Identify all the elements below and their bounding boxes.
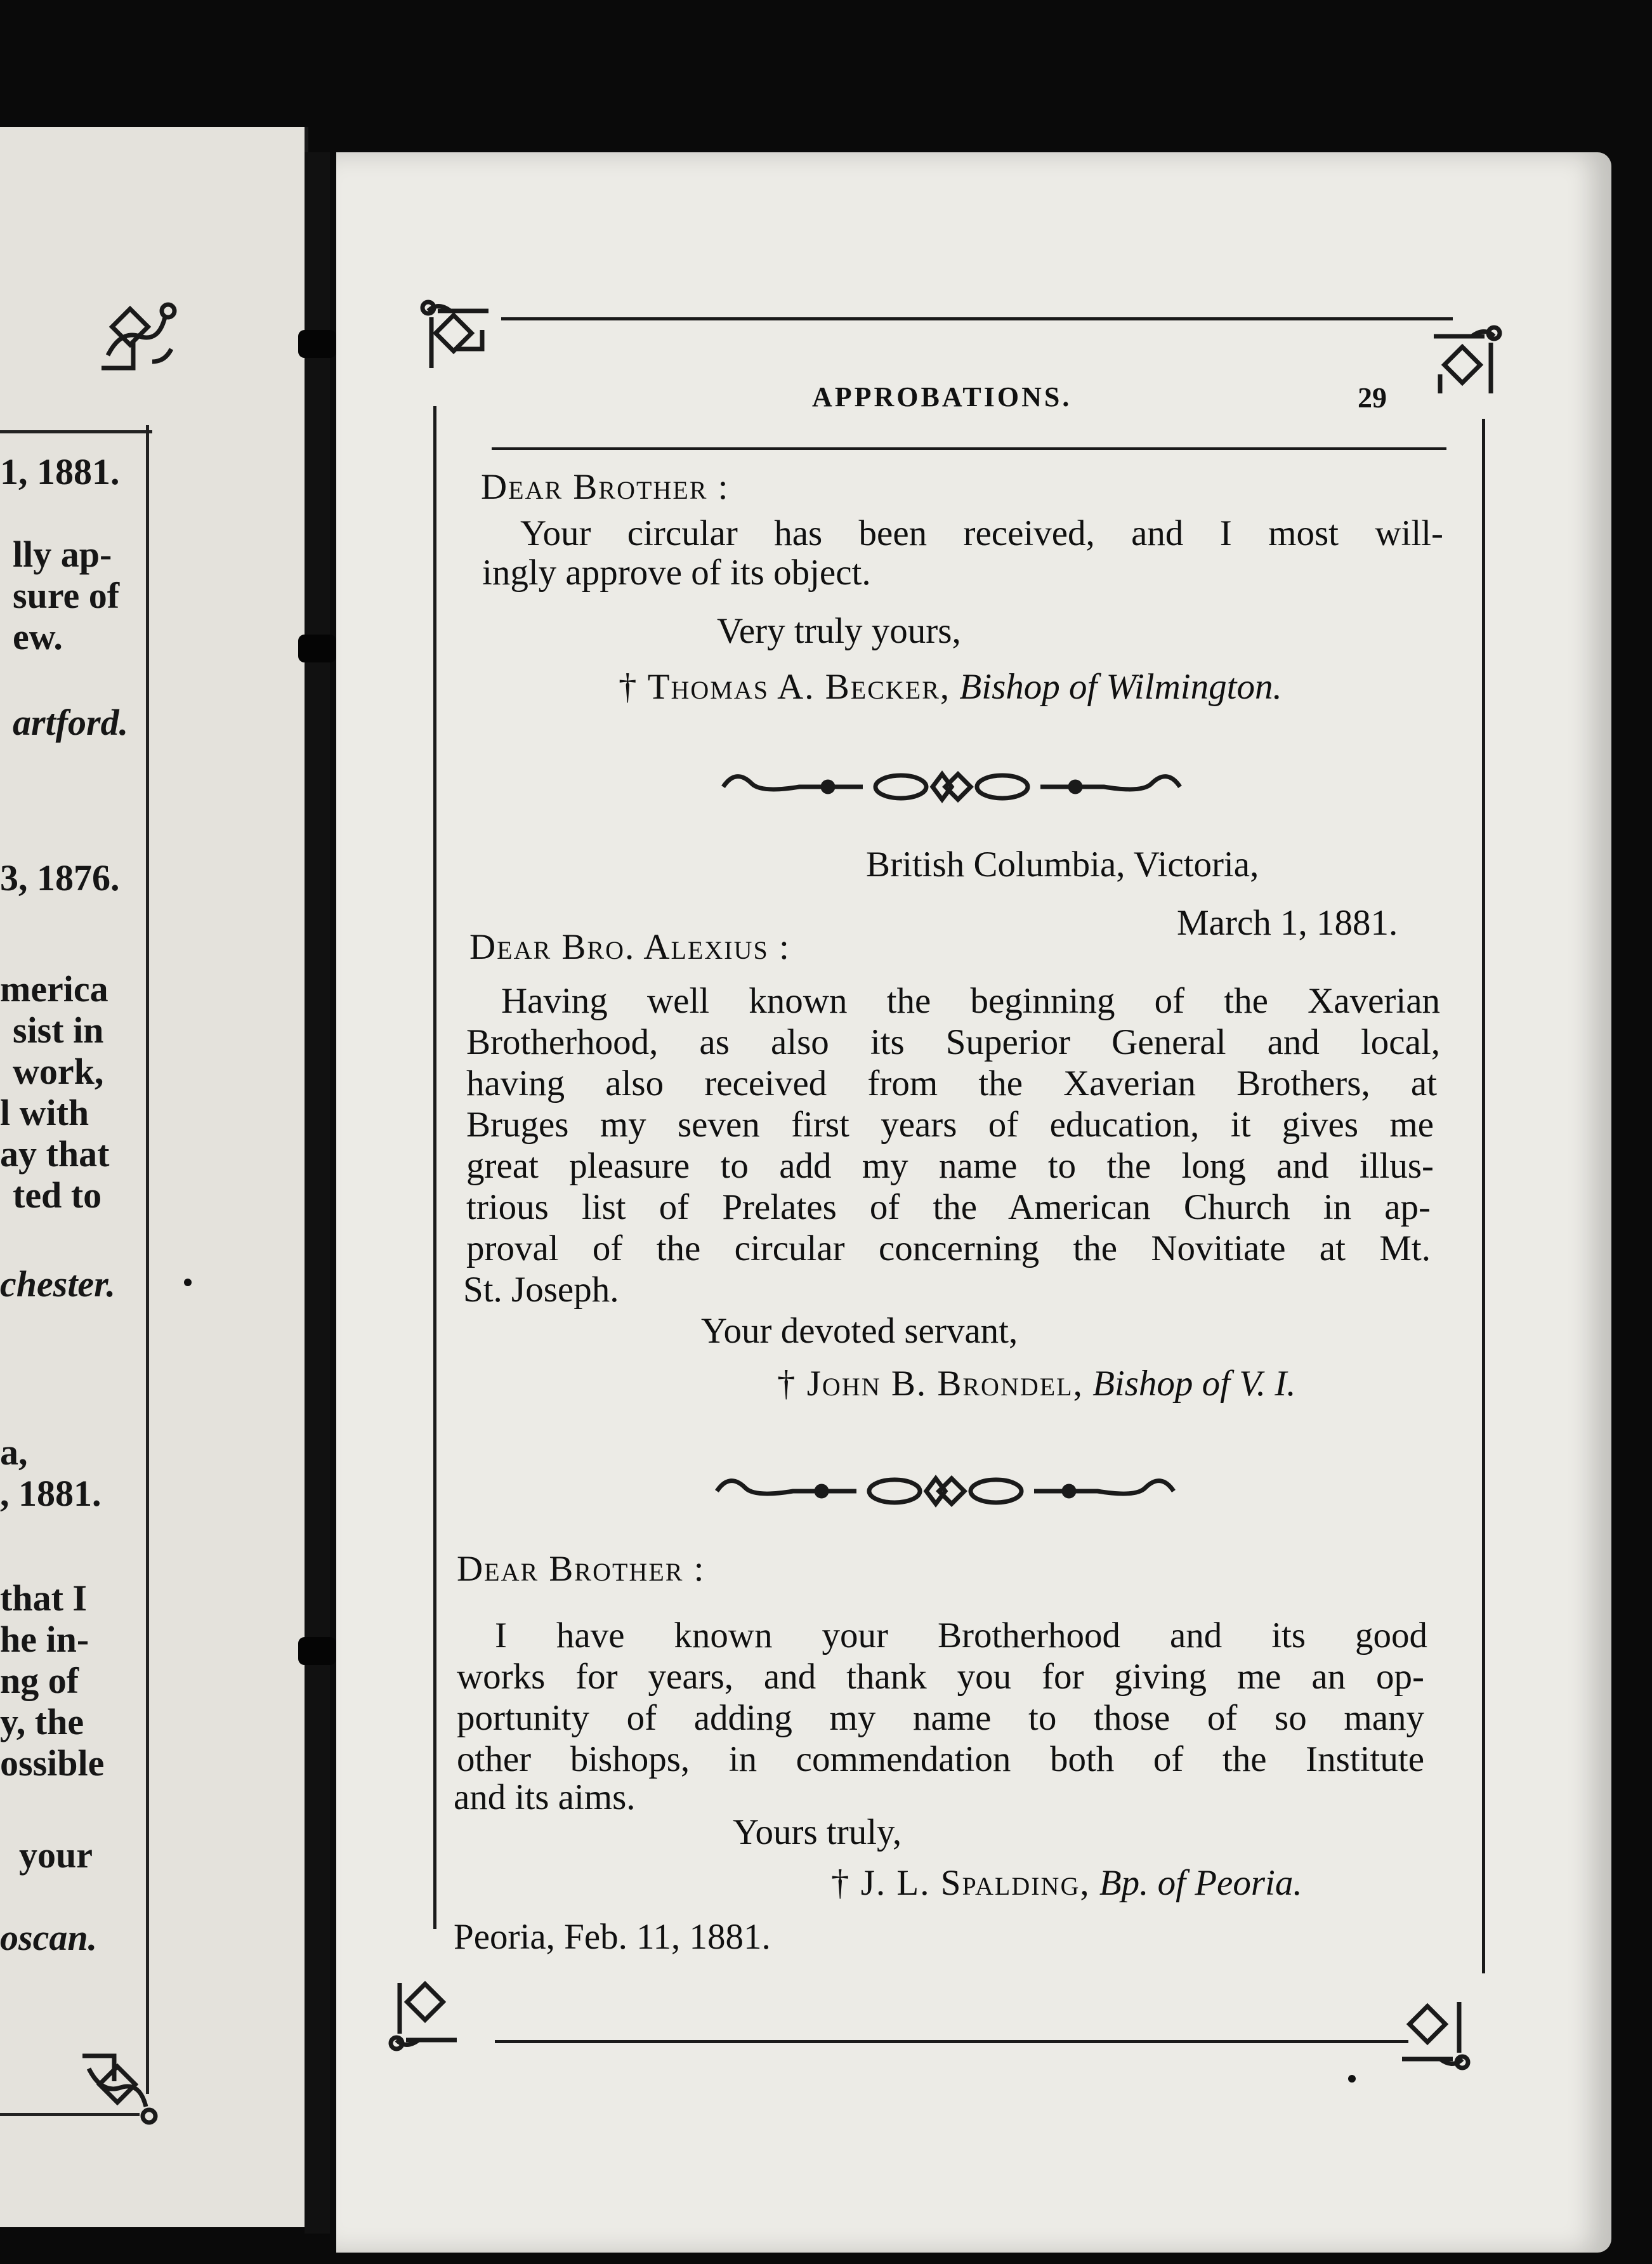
previous-page-line: ng of xyxy=(0,1660,79,1701)
fleuron-corner-icon xyxy=(1415,324,1504,412)
letter2-body-line: Having well known the beginning of the Xaverian xyxy=(501,981,1440,1021)
letter2-place: British Columbia, Victoria, xyxy=(866,845,1259,885)
scroll-divider-ornament xyxy=(717,758,1186,818)
fleuron-corner-icon xyxy=(387,1964,476,2053)
previous-page-line: work, xyxy=(13,1051,104,1092)
previous-page-line: your xyxy=(19,1834,93,1876)
letter2-body-line: trious list of Prelates of the American Church in ap- xyxy=(466,1187,1431,1227)
letter3-body-line: works for years, and thank you for giving me an op- xyxy=(457,1657,1424,1697)
previous-page-line: y, the xyxy=(0,1701,84,1742)
fleuron-corner-icon xyxy=(1383,1983,1472,2072)
frame-top-line xyxy=(501,317,1453,320)
letter3-dateline: Peoria, Feb. 11, 1881. xyxy=(454,1917,771,1957)
ink-speck xyxy=(1348,2075,1356,2083)
book-spine xyxy=(305,152,330,2234)
letter1-salutation: Dear Brother : xyxy=(481,467,730,507)
letter1-body-line: Your circular has been received, and I most will- xyxy=(520,513,1443,553)
page-number: 29 xyxy=(1358,381,1387,414)
previous-page-line: merica xyxy=(0,968,108,1010)
running-head: APPROBATIONS. xyxy=(812,381,1072,412)
previous-page xyxy=(0,127,308,2227)
fleuron-corner-icon xyxy=(95,292,184,381)
previous-page-line: ossible xyxy=(0,1742,105,1784)
letter3-signature-title: Bp. of Peoria. xyxy=(1099,1863,1302,1903)
previous-page-line: sist in xyxy=(13,1010,104,1051)
header-rule xyxy=(492,447,1446,450)
ink-speck xyxy=(184,1279,192,1286)
previous-page-line: oscan. xyxy=(0,1917,98,1958)
letter2-body-line: Bruges my seven first years of education, it gives me xyxy=(466,1105,1434,1145)
letter1-body-line: ingly approve of its object. xyxy=(482,553,871,593)
letter2-body-line: Brotherhood, as also its Superior General and local, xyxy=(466,1022,1440,1062)
previous-page-line: he in- xyxy=(0,1619,89,1660)
letter3-body-line: I have known your Brotherhood and its good xyxy=(495,1616,1427,1655)
letter3-signature xyxy=(831,1862,1302,1904)
previous-page-line: ay that xyxy=(0,1133,110,1175)
letter2-body-line: great pleasure to add my name to the long and illus- xyxy=(466,1146,1434,1186)
letter2-body-line: having also received from the Xaverian Brothers, at xyxy=(466,1063,1437,1103)
fleuron-corner-icon xyxy=(76,2043,165,2132)
letter3-salutation: Dear Brother : xyxy=(457,1549,705,1589)
binding-stitch xyxy=(298,1637,336,1665)
letter3-signature-name: † J. L. Spalding, xyxy=(831,1863,1091,1903)
fleuron-corner-icon xyxy=(419,298,508,387)
letter1-closing: Very truly yours, xyxy=(717,611,961,651)
letter2-signature-name: † John B. Brondel, xyxy=(777,1364,1084,1404)
letter3-body-line: other bishops, in commendation both of the Institute xyxy=(457,1739,1424,1779)
frame-bottom-line xyxy=(495,2040,1408,2043)
letter2-signature-title: Bishop of V. I. xyxy=(1092,1364,1296,1404)
previous-page-line: , 1881. xyxy=(0,1473,102,1514)
letter1-signature xyxy=(619,666,1282,708)
frame-right-line xyxy=(1482,419,1485,1973)
previous-page-line: artford. xyxy=(13,702,129,743)
letter2-salutation: Dear Bro. Alexius : xyxy=(469,927,790,967)
letter2-date: March 1, 1881. xyxy=(1177,903,1398,943)
previous-page-frame-line xyxy=(146,425,149,2094)
previous-page-line: that I xyxy=(0,1577,87,1619)
letter2-signature xyxy=(777,1363,1295,1404)
binding-stitch xyxy=(298,330,336,358)
letter2-body-line: proval of the circular concerning the Novitiate at Mt. xyxy=(466,1228,1431,1268)
previous-page-frame-top xyxy=(0,430,152,433)
letter3-closing: Yours truly, xyxy=(733,1812,902,1852)
scroll-divider-ornament xyxy=(711,1463,1180,1522)
letter1-signature-title: Bishop of Wilmington. xyxy=(959,667,1282,707)
previous-page-line: ew. xyxy=(13,616,63,657)
previous-page-line: a, xyxy=(0,1431,28,1473)
previous-page-line: l with xyxy=(0,1092,89,1133)
frame-left-line xyxy=(433,406,436,1929)
binding-stitch xyxy=(298,635,336,662)
previous-page-line: 1, 1881. xyxy=(0,451,120,492)
letter2-closing: Your devoted servant, xyxy=(701,1311,1018,1351)
previous-page-line: lly ap- xyxy=(13,534,112,575)
letter1-signature-name: † Thomas A. Becker, xyxy=(619,667,951,707)
previous-page-line: ted to xyxy=(13,1175,102,1216)
letter2-body-line: St. Joseph. xyxy=(463,1270,619,1310)
previous-page-line: chester. xyxy=(0,1263,116,1305)
previous-page-line: sure of xyxy=(13,575,120,616)
letter3-body-line: and its aims. xyxy=(454,1777,636,1817)
letter3-body-line: portunity of adding my name to those of so many xyxy=(457,1698,1424,1738)
previous-page-line: 3, 1876. xyxy=(0,857,120,898)
